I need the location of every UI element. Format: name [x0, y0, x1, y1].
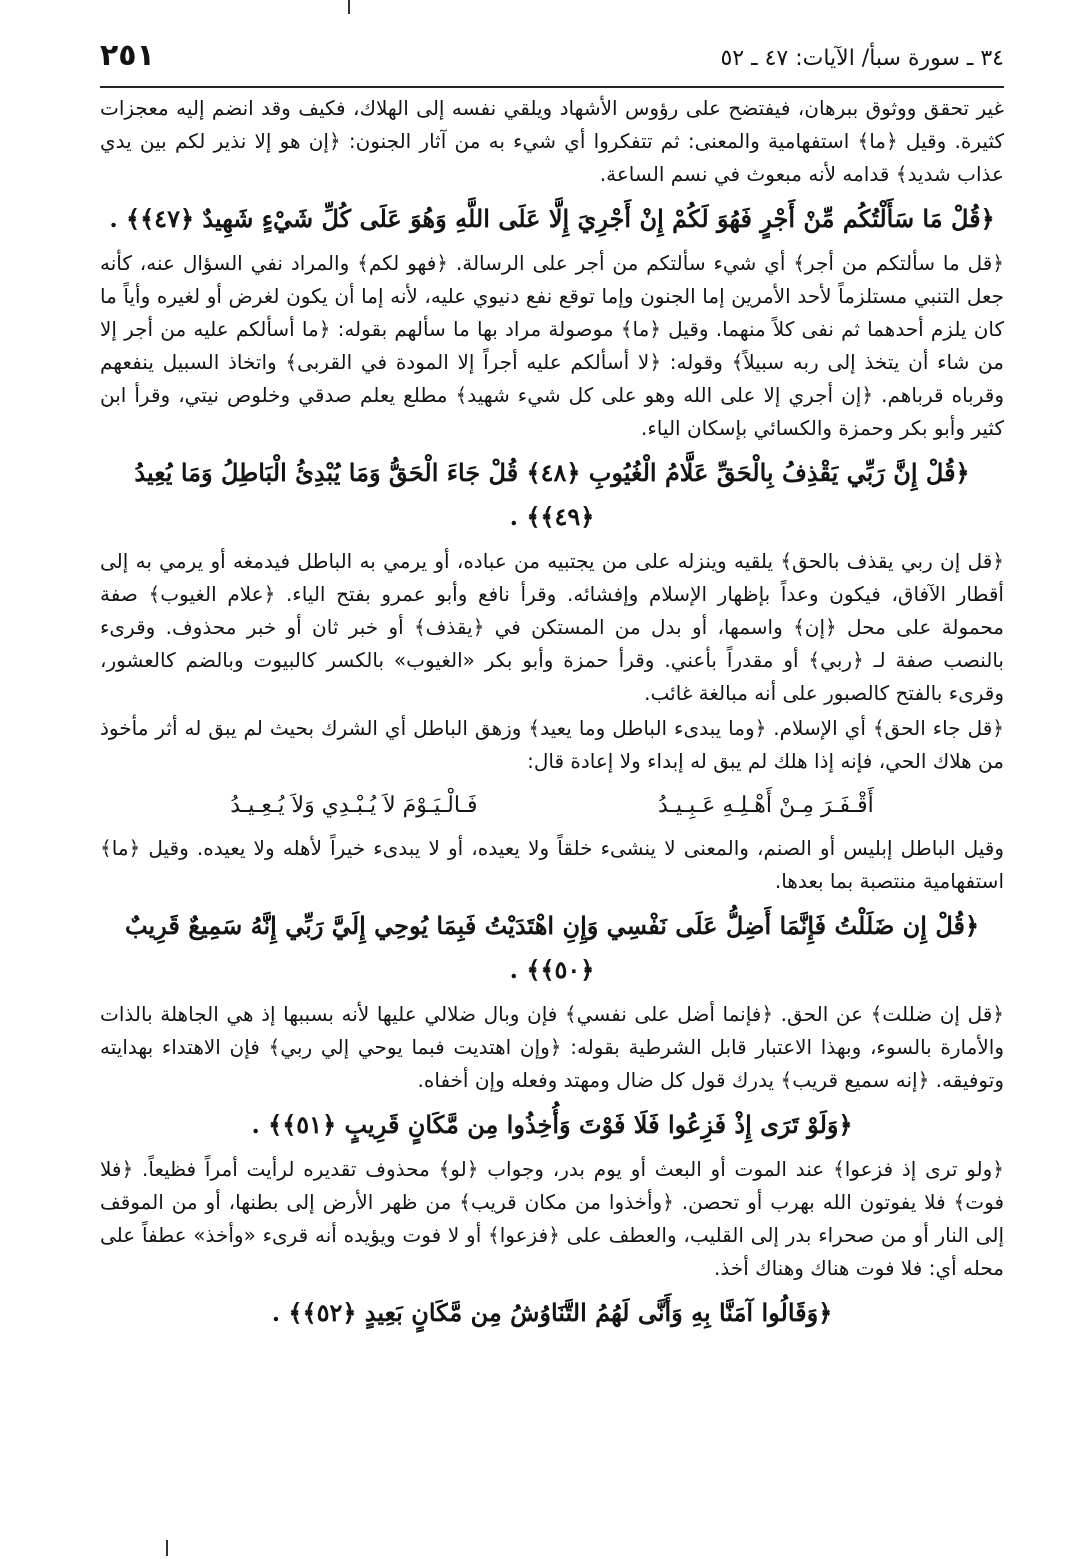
- page-content: [100, 92, 1004, 1335]
- page-number: ٢٥١: [100, 38, 155, 73]
- quran-verse-50: ﴿قُلْ إِن ضَلَلْتُ فَإِنَّمَا أَضِلُّ عَلَى نَفْسِي وَإِنِ اهْتَدَيْتُ فَبِمَا يُوحِي إِلَيَّ رَبِّي إِنَّهُ سَمِيعٌ قَرِيبٌ ﴿٥٠﴾﴾ .: [124, 911, 980, 984]
- scan-mark: [348, 0, 350, 14]
- poetry-first-hemistich: أَقْـفَـرَ مِـنْ أَهْـلِـهِ عَـبِـيـدُ: [658, 793, 874, 818]
- quran-verse-47: ﴿قُلْ مَا سَأَلْتُكُم مِّنْ أَجْرٍ فَهُوَ لَكُمْ إِنْ أَجْرِيَ إِلَّا عَلَى اللَّهِ وَهُوَ عَلَى كُلِّ شَيْءٍ شَهِيدٌ ﴿٤٧﴾﴾ .: [109, 204, 995, 233]
- poetry-second-hemistich: فَـالْـيَـوْمَ لاَ يُـبْـدِي وَلاَ يُـعِـيـدُ: [230, 793, 478, 818]
- quran-verse-52: ﴿وَقَالُوا آمَنَّا بِهِ وَأَنَّى لَهُمُ التَّنَاوُشُ مِن مَّكَانٍ بَعِيدٍ ﴿٥٢﴾﴾ .: [271, 1298, 833, 1327]
- commentary-paragraph: ﴿قل إن ضللت﴾ عن الحق. ﴿فإنما أضل على نفسي﴾ فإن وبال ضلالي عليها لأنه بسببها إذ هي الجاهلة بالذات والأمارة بالسوء، وبهذا الاعتبار قابل الشرطية بقوله: ﴿وإن اهتديت فبما يوحي إلي ربي﴾ فإن الاهتداء بهدايته وتوفيقه. ﴿إنه سميع قريب﴾ يدرك قول كل ضال ومهتد وفعله وإن أخفاه.: [100, 1002, 1004, 1092]
- commentary-paragraph: ﴿ولو ترى إذ فزعوا﴾ عند الموت أو البعث أو يوم بدر، وجواب ﴿لو﴾ محذوف تقديره لرأيت أمراً فظيعاً. ﴿فلا فوت﴾ فلا يفوتون الله بهرب أو تحصن. ﴿وأخذوا من مكان قريب﴾ من ظهر الأرض إلى بطنها، أو من الموقف إلى النار أو من صحراء بدر إلى القليب، والعطف على ﴿فزعوا﴾ أو لا فوت ويؤيده أنه قرىء «وأخذ» عطفاً على محله أي: فلا فوت هناك وهناك أخذ.: [100, 1157, 1004, 1280]
- commentary-paragraph: ﴿قل إن ربي يقذف بالحق﴾ يلقيه وينزله على من يجتبيه من عباده، أو يرمي به الباطل فيدمغه أو يرمي به إلى أقطار الآفاق، فيكون وعداً بإظهار الإسلام وإفشائه. وقرأ نافع وأبو عمرو بفتح الياء. ﴿علام الغيوب﴾ صفة محمولة على محل ﴿إن﴾ واسمها، أو بدل من المستكن في ﴿يقذف﴾ أو خبر ثان أو خبر محذوف. وقرىء بالنصب صفة لـ ﴿ربي﴾ أو مقدراً بأعني. وقرأ حمزة وأبو بكر «الغيوب» بالكسر كالبيوت وبالضم كالعشور، وقرىء بالفتح كالصبور على أنه مبالغة غائب.: [100, 549, 1004, 705]
- page-header: [100, 30, 1004, 88]
- scan-mark: [166, 1540, 168, 1556]
- commentary-paragraph: وقيل الباطل إبليس أو الصنم، والمعنى لا ينشىء خلقاً ولا يعيده، أو لا يبدىء خيراً لأهله ولا يعيده. وقيل ﴿ما﴾ استفهامية منتصبة بما بعدها.: [100, 836, 1004, 893]
- commentary-paragraph: ﴿قل ما سألتكم من أجر﴾ أي شيء سألتكم من أجر على الرسالة. ﴿فهو لكم﴾ والمراد نفي السؤال عنه، كأنه جعل التنبي مستلزماً لأحد الأمرين إما الجنون وإما توقع نفع دنيوي عليه، لأنه إما أن يكون لغرض أو لغيره وأياً ما كان يلزم أحدهما ثم نفى كلاً منهما. وقيل ﴿ما﴾ موصولة مراد بها ما سألهم بقوله: ﴿ما أسألكم عليه من أجر إلا من شاء أن يتخذ إلى ربه سبيلاً﴾ وقوله: ﴿لا أسألكم عليه أجراً إلا المودة في القربى﴾ واتخاذ السبيل ينفعهم وقرباه قرباهم. ﴿إن أجري إلا على الله وهو على كل شيء شهيد﴾ مطلع يعلم صدقي وخلوص نيتي، وقرأ ابن كثير وأبو بكر وحمزة والكسائي بإسكان الياء.: [100, 251, 1005, 440]
- commentary-paragraph: ﴿قل جاء الحق﴾ أي الإسلام. ﴿وما يبدىء الباطل وما يعيد﴾ وزهق الباطل أي الشرك بحيث لم يبق له أثر مأخوذ من هلاك الحي، فإنه إذا هلك لم يبق له إبداء ولا إعادة قال:: [100, 716, 1004, 773]
- commentary-paragraph: غير تحقق ووثوق ببرهان، فيفتضح على رؤوس الأشهاد ويلقي نفسه إلى الهلاك، فكيف وقد انضم إليه معجزات كثيرة. وقيل ﴿ما﴾ استفهامية والمعنى: ثم تتفكروا أي شيء به من آثار الجنون: ﴿إن هو إلا نذير لكم بين يدي عذاب شديد﴾ قدامه لأنه مبعوث في نسم الساعة.: [100, 96, 1004, 186]
- running-head: ٣٤ ـ سورة سبأ/ الآيات: ٤٧ ـ ٥٢: [720, 46, 1004, 71]
- poetry-verse: [140, 784, 964, 828]
- quran-verse-48-49: ﴿قُلْ إِنَّ رَبِّي يَقْذِفُ بِالْحَقِّ عَلَّامُ الْغُيُوبِ ﴿٤٨﴾ قُلْ جَاءَ الْحَقُّ وَمَا يُبْدِئُ الْبَاطِلُ وَمَا يُعِيدُ ﴿٤٩﴾﴾ .: [134, 458, 970, 531]
- quran-verse-51: ﴿وَلَوْ تَرَى إِذْ فَزِعُوا فَلَا فَوْتَ وَأُخِذُوا مِن مَّكَانٍ قَرِيبٍ ﴿٥١﴾﴾ .: [251, 1110, 853, 1139]
